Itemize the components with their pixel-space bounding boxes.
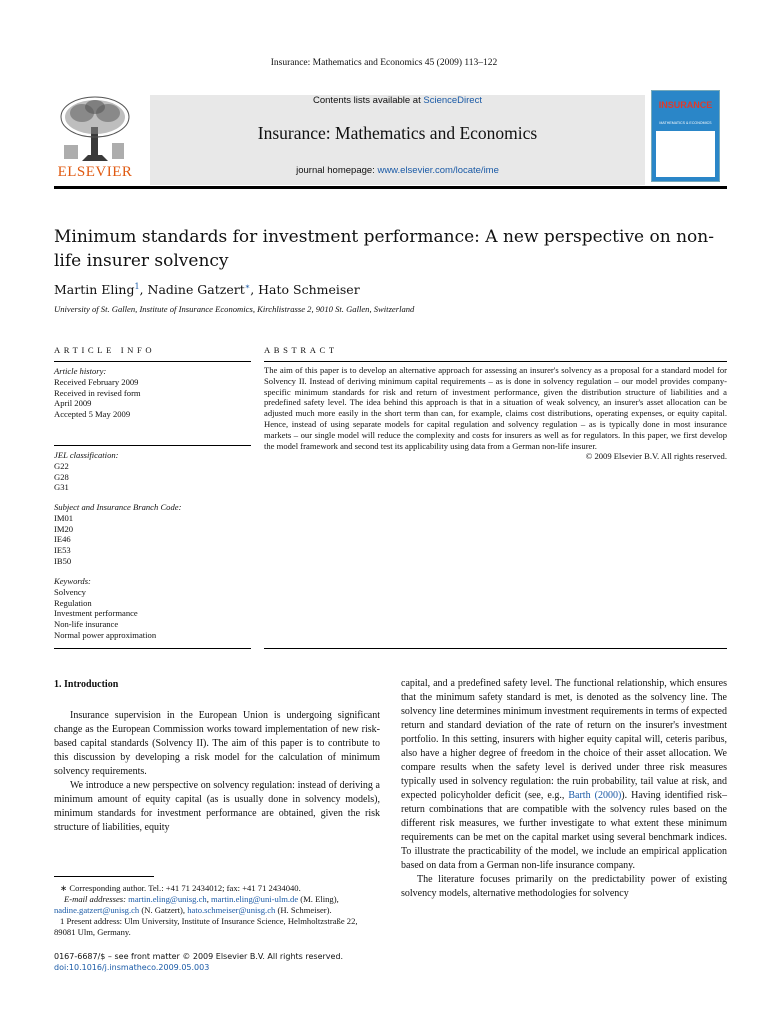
article-history bbox=[54, 366, 254, 420]
journal-homepage bbox=[150, 165, 645, 176]
keyword: Investment performance bbox=[54, 608, 138, 619]
history-item: Received in revised form bbox=[54, 387, 141, 398]
abstract-body bbox=[264, 365, 727, 462]
jel-code: G22 bbox=[54, 460, 69, 471]
section-title: 1. Introduction bbox=[54, 679, 119, 690]
abstract-heading: ABSTRACT bbox=[264, 345, 338, 355]
contents-prefix: Contents lists available at bbox=[313, 95, 424, 106]
journal-title: Insurance: Mathematics and Economics bbox=[257, 123, 538, 143]
keywords bbox=[54, 576, 254, 641]
author-list bbox=[54, 282, 360, 297]
cover-title: INSURANCE bbox=[658, 100, 713, 110]
history-label: Article history: bbox=[54, 366, 107, 376]
footnotes bbox=[54, 883, 380, 938]
keyword: Regulation bbox=[54, 597, 92, 608]
jel-code: G31 bbox=[54, 482, 69, 493]
email-owner: (N. Gatzert), bbox=[139, 905, 188, 915]
author-separator: , bbox=[139, 282, 148, 298]
keywords-label: Keywords: bbox=[54, 576, 91, 586]
branch-code: IM01 bbox=[54, 512, 74, 523]
paragraph-text: capital, and a predefined safety level. The functional relationship, which ensures that the minimum safety standard is met, is denoted as the solvency line. The solvency line determines minimum investment requirements in terms of expected return and standard deviation of the rate of return on the insurer's investment portfolio. In this setting, insurers with higher equity capital will, ceteris paribus, also have a higher degree of freedom in the choice of their asset allocation. We compare results when the safety level is derived under three risk measures typically used in solvency regulation: the ruin probability, tail value at risk, and expected policyholder deficit (see, e.g., bbox=[401, 678, 727, 801]
paragraph: Insurance supervision in the European Union is undergoing significant change as the European Commission works toward implementation of new risk-based capital standards (Solvency II). The aim of this paper is to contribute to this discussion by developing a risk model for the calculation of minimum solvency requirements. bbox=[54, 710, 380, 777]
paragraph-text: ). Having identified risk–return combinations that are compatible with the solvency rules based on the different risk measures, we further investigate to what extent these minimum requirements can be met on the capital market using several benchmark indices. To illustrate the practicability of the model, we include an empirical application based on data from a German non-life insurance company. bbox=[401, 790, 727, 871]
corresponding-author-mark[interactable]: ∗ bbox=[244, 282, 251, 291]
keyword: Non-life insurance bbox=[54, 619, 119, 630]
front-matter-info bbox=[54, 951, 343, 973]
paragraph bbox=[401, 677, 727, 873]
branch-codes bbox=[54, 502, 254, 567]
email-owner: (M. Eling), bbox=[298, 894, 339, 904]
article-info-rule bbox=[54, 361, 251, 362]
footnote-mark: ∗ bbox=[60, 883, 68, 893]
history-item: April 2009 bbox=[54, 398, 92, 409]
left-column bbox=[54, 709, 380, 835]
right-column bbox=[401, 677, 727, 901]
keyword: Normal power approximation bbox=[54, 629, 157, 640]
affiliation: University of St. Gallen, Institute of Insurance Economics, Kirchlistrasse 2, 9010 St. Gallen, Switzerland bbox=[54, 304, 415, 314]
paper-title: Minimum standards for investment performance: A new perspective on non-life insurer solvency bbox=[54, 227, 714, 271]
branch-code: IE53 bbox=[54, 545, 71, 556]
email-link[interactable]: martin.eling@unisg.ch bbox=[128, 894, 207, 904]
email-link[interactable]: nadine.gatzert@unisg.ch bbox=[54, 905, 140, 915]
email-link[interactable]: martin.eling@uni-ulm.de bbox=[211, 894, 299, 904]
email-label: E-mail addresses: bbox=[64, 894, 129, 904]
footnote-rule bbox=[54, 876, 154, 877]
abstract-copyright: © 2009 Elsevier B.V. All rights reserved. bbox=[585, 451, 727, 462]
paragraph: We introduce a new perspective on solvency regulation: instead of deriving a minimum amount of equity capital (as is usually done in solvency models), minimum standards for investment performance are obtained, given the risk structure of liabilities, equity bbox=[54, 780, 380, 833]
history-item: Received February 2009 bbox=[54, 376, 139, 387]
doi-link[interactable]: doi:10.1016/j.insmatheco.2009.05.003 bbox=[54, 963, 210, 972]
branch-code: IE46 bbox=[54, 534, 71, 545]
elsevier-wordmark[interactable]: ELSEVIER bbox=[57, 164, 133, 180]
branch-label: Subject and Insurance Branch Code: bbox=[54, 502, 182, 512]
issn-line: 0167-6687/$ – see front matter © 2009 Elsevier B.V. All rights reserved. bbox=[54, 952, 344, 961]
article-info-heading: ARTICLE INFO bbox=[54, 345, 156, 355]
homepage-link[interactable]: www.elsevier.com/locate/ime bbox=[377, 165, 499, 176]
abstract-bottom-rule bbox=[264, 648, 727, 649]
jel-label: JEL classification: bbox=[54, 450, 119, 460]
email-link[interactable]: hato.schmeiser@unisg.ch bbox=[187, 905, 276, 915]
jel-code: G28 bbox=[54, 471, 69, 482]
cover-panel bbox=[656, 131, 715, 177]
author-footnote-mark[interactable]: 1 bbox=[134, 282, 140, 291]
citation-link[interactable]: Barth (2000) bbox=[568, 790, 622, 801]
author-name: Martin Eling bbox=[54, 282, 135, 298]
cover-subtitle: MATHEMATICS & ECONOMICS bbox=[659, 121, 712, 125]
author-name: Nadine Gatzert bbox=[147, 282, 245, 298]
info-divider bbox=[54, 445, 251, 446]
homepage-prefix: journal homepage: bbox=[296, 165, 378, 176]
paragraph: The literature focuses primarily on the predictability power of existing solvency models, alternative methodologies for solvency bbox=[401, 874, 727, 899]
contents-line bbox=[150, 95, 645, 106]
footnote-text: Corresponding author. Tel.: +41 71 2434012; fax: +41 71 2434040. bbox=[67, 883, 301, 893]
branch-code: IB50 bbox=[54, 555, 72, 566]
footnote-text: Present address: Ulm University, Institute of Insurance Science, Helmholtzstraße 22, 89081 Ulm, Germany. bbox=[54, 916, 358, 937]
email-owner: (H. Schmeiser). bbox=[275, 905, 332, 915]
abstract-rule bbox=[264, 361, 727, 362]
journal-cover-thumbnail[interactable] bbox=[651, 90, 720, 182]
abstract-text: The aim of this paper is to develop an alternative approach for assessing an insurer's solvency as a proposal for a standard model for Solvency II. Instead of deriving minimum capital requirements – as is done in solvency regulation – our model provides company-specific minimum standards for risk and return of investment performance, given the distribution structure of liabilities and a predefined safety level. The idea behind this approach is that in a situation of weak solvency, an insurer's asset allocation can be adjusted much more easily in the short term than can, for example, claims cost distributions, operating expenses, or equity capital. Hence, instead of using separate models for capital regulation and solvency regulation – as is typically done in most insurance markets – our single model will reduce the complexity and costs for insurers as well as for regulators. In this paper, we first develop the model framework and second test its applicability using data from a German non-life insurer. bbox=[264, 365, 727, 451]
article-info-bottom-rule bbox=[54, 648, 251, 649]
keyword: Solvency bbox=[54, 586, 86, 597]
sciencedirect-link[interactable]: ScienceDirect bbox=[423, 95, 482, 106]
header-rule bbox=[54, 186, 727, 189]
footnote-mark: 1 bbox=[60, 916, 65, 926]
jel-classification bbox=[54, 450, 254, 493]
email-separator: , bbox=[206, 894, 211, 904]
journal-citation: Insurance: Mathematics and Economics 45 (2009) 113–122 bbox=[270, 58, 498, 68]
branch-code: IM20 bbox=[54, 523, 74, 534]
history-item: Accepted 5 May 2009 bbox=[54, 409, 131, 420]
author-separator: , bbox=[250, 282, 259, 298]
author-name: Hato Schmeiser bbox=[258, 282, 360, 298]
